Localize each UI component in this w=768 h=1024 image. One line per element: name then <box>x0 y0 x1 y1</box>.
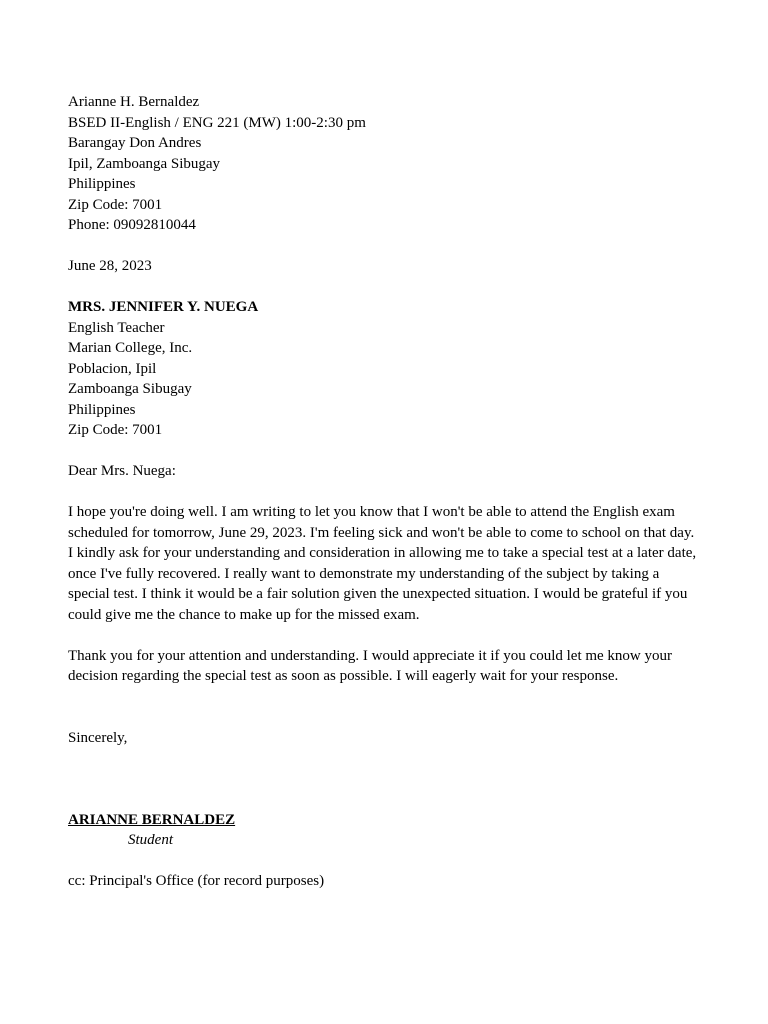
signature-block <box>68 810 702 851</box>
body-line: Thank you for your attention and understanding. I would appreciate it if you could let me know your <box>68 647 673 664</box>
body-line: I hope you're doing well. I am writing to let you know that I won't be able to attend the English exam <box>68 504 675 520</box>
recipient-title: English Teacher <box>68 319 165 336</box>
body-line: decision regarding the special test as soon as possible. I will eagerly wait for your response. <box>68 668 619 684</box>
spacer <box>68 625 702 646</box>
signature-name: ARIANNE BERNALDEZ <box>68 811 236 828</box>
spacer <box>68 236 702 257</box>
sender-course: BSED II-English / ENG 221 (MW) 1:00-2:30 pm <box>68 114 366 131</box>
sender-phone: Phone: 09092810044 <box>68 217 196 233</box>
spacer <box>68 441 702 462</box>
body-line: I kindly ask for your understanding and consideration in allowing me to take a special test at a later date, <box>68 545 697 561</box>
spacer <box>68 687 702 728</box>
recipient-province: Zamboanga Sibugay <box>68 381 192 397</box>
letter-date: June 28, 2023 <box>68 258 152 274</box>
body-line: once I've fully recovered. I really want to demonstrate my understanding of the subject by taking a <box>68 565 660 582</box>
recipient-institution: Marian College, Inc. <box>68 340 193 356</box>
sender-address-block <box>68 92 702 236</box>
sender-city: Ipil, Zamboanga Sibugay <box>68 155 221 172</box>
closing: Sincerely, <box>68 729 128 746</box>
body-line: could give me the chance to make up for the missed exam. <box>68 606 420 623</box>
body-line: scheduled for tomorrow, June 29, 2023. I'm feeling sick and won't be able to come to school on that day. <box>68 524 695 541</box>
spacer <box>68 277 702 298</box>
body-paragraph-1 <box>68 502 702 625</box>
body-line: special test. I think it would be a fair solution given the unexpected situation. I would be grateful if you <box>68 586 688 602</box>
signature-title: Student <box>128 832 173 848</box>
letter-page <box>68 92 702 892</box>
body-paragraph-2 <box>68 646 702 687</box>
spacer <box>68 851 702 872</box>
recipient-zip: Zip Code: 7001 <box>68 422 163 438</box>
recipient-street: Poblacion, Ipil <box>68 360 157 377</box>
cc-line: cc: Principal's Office (for record purposes) <box>68 873 325 889</box>
recipient-country: Philippines <box>68 401 136 418</box>
sender-name: Arianne H. Bernaldez <box>68 94 200 110</box>
sender-country: Philippines <box>68 176 136 192</box>
sender-zip: Zip Code: 7001 <box>68 196 163 213</box>
recipient-address-block <box>68 297 702 441</box>
sender-barangay: Barangay Don Andres <box>68 135 202 151</box>
signature-space <box>68 748 702 810</box>
spacer <box>68 482 702 503</box>
recipient-name: MRS. JENNIFER Y. NUEGA <box>68 299 259 315</box>
salutation: Dear Mrs. Nuega: <box>68 463 176 479</box>
